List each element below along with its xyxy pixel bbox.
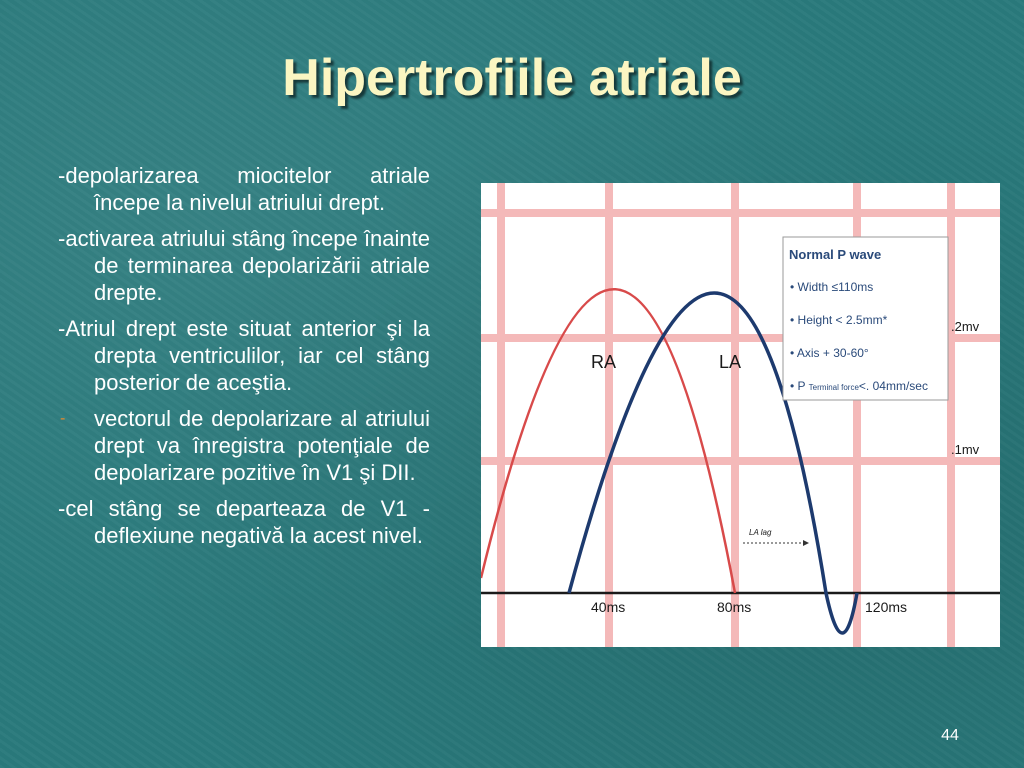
slide-title: Hipertrofiile atriale: [282, 49, 742, 107]
legend-terminal-suffix: <. 04mm/sec: [858, 379, 928, 393]
legend-terminal-sub: Terminal force: [808, 383, 859, 392]
bullet-text: vectorul de depolarizare al atriului drept va înregistra potenţiale de depolarizare pozitive în V1 şi DII.: [94, 406, 430, 485]
legend-item-width: • Width ≤110ms: [790, 280, 874, 294]
bullet-list: [58, 162, 430, 558]
amplitude-label-2mv: .2mv: [951, 319, 980, 334]
p-wave-diagram: [481, 183, 1000, 647]
bullet-text: activarea atriului stâng începe înainte de terminarea depolarizării atriale drepte.: [65, 226, 430, 305]
bullet-text: depolarizarea miocitelor atriale începe la nivelul atriului drept.: [65, 163, 430, 215]
time-tick-120ms: 120ms: [865, 599, 908, 615]
time-tick-40ms: 40ms: [591, 599, 626, 615]
bullet-item: [58, 225, 430, 306]
bullet-text: Atriul drept este situat anterior şi la drepta ventriculilor, iar cel stâng posterior de aceştia.: [65, 316, 430, 395]
ra-label: RA: [591, 352, 617, 372]
bullet-item: [58, 495, 430, 549]
bullet-marker: -: [60, 410, 66, 427]
bullet-marker: -: [58, 496, 66, 521]
normal-p-wave-legend: [783, 237, 948, 400]
bullet-marker: -: [58, 226, 66, 251]
bullet-text: cel stâng se departeaza de V1 - deflexiune negativă la acest nivel.: [65, 496, 430, 548]
amplitude-label-1mv: .1mv: [951, 442, 980, 457]
legend-item-axis: • Axis + 30-60°: [790, 346, 869, 360]
la-lag-label: LA lag: [749, 528, 772, 537]
la-label: LA: [719, 352, 742, 372]
bullet-item: [58, 315, 430, 396]
legend-item-height: • Height < 2.5mm*: [790, 313, 888, 327]
legend-title: Normal P wave: [789, 247, 882, 262]
bullet-marker: -: [58, 163, 66, 188]
time-tick-80ms: 80ms: [717, 599, 752, 615]
bullet-item: [58, 405, 430, 486]
bullet-item: [58, 162, 430, 216]
legend-terminal-prefix: • P: [790, 379, 806, 393]
page-number: 44: [941, 727, 959, 744]
bullet-marker: -: [58, 316, 66, 341]
